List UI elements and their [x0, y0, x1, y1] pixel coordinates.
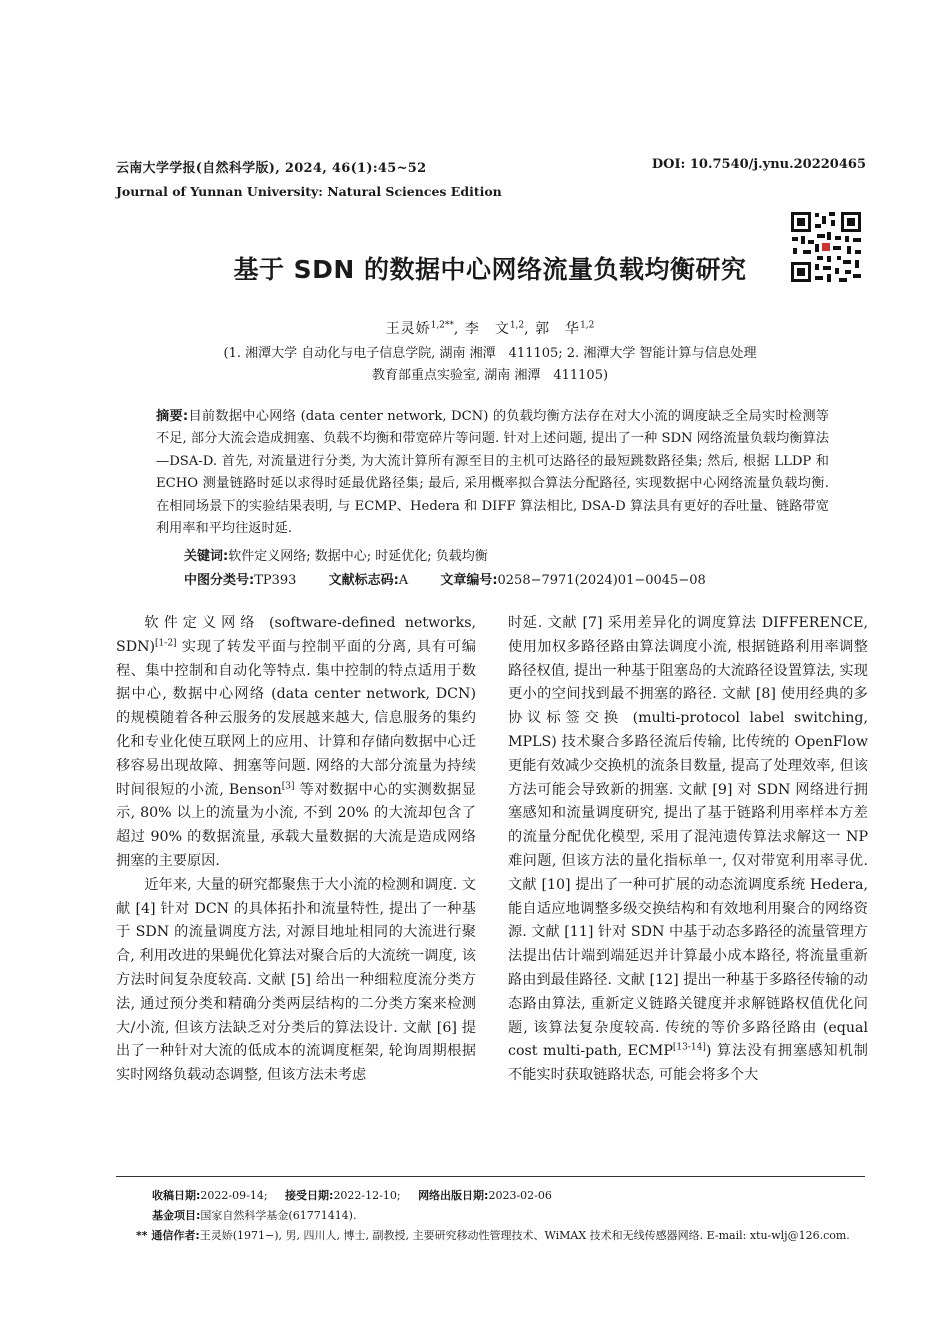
accepted-date: 2022-12-10; [333, 1189, 401, 1202]
author-list: 王灵娇$^{1,2**}$, 李 文$^{1,2}$, 郭 华$^{1,2}$ [385, 320, 595, 337]
keywords [184, 545, 488, 564]
doi: DOI: 10.7540/j.ynu.20220465 [651, 157, 866, 172]
journal-header-cn: 云南大学学报(自然科学版), 2024, 46(1):45~52 [116, 161, 427, 176]
clc-label: 中图分类号: [184, 573, 255, 588]
classification-line [184, 569, 706, 588]
body-text: 等对数据中心的实测数据显示, 80% 以上的流量为小流, 不到 20% 的大流却包含了超过 90% 的数据流量, 承载大量数据的大流是造成网络拥塞的主要原因. [116, 781, 476, 869]
fund-text: 国家自然科学基金(61771414). [200, 1209, 357, 1222]
article-number-label: 文章编号: [440, 573, 498, 588]
author-name: 郭 华 [535, 321, 581, 337]
fund-label: 基金项目: [152, 1209, 201, 1222]
published-date: 2023-02-06 [488, 1189, 552, 1202]
doc-code-value: A [398, 573, 409, 588]
affiliation-line: (1. 湘潭大学 自动化与电子信息学院, 湖南 湘潭 411105; 2. 湘潭大学 智能计算与信息处理 [223, 346, 757, 361]
body-paragraph [116, 612, 476, 874]
author-name: 王灵娇 [385, 321, 431, 337]
body-paragraph: 近年来, 大量的研究都聚焦于大小流的检测和调度. 文献 [4] 针对 DCN 的具体拓扑和流量特性, 提出了一种基于 SDN 的流量调度方法, 对源目地址相同的大流进行聚合, 利用改进的果蝇优化算法对聚合后的大流统一调度, 该方法时间复杂度较高. 文献 [5] 给出一种细粒度流分类方法, 通过预分类和精确分类两层结构的二分类方案来检测大/小流, 但该方法缺乏对分类后的算法设计. 文献 [6] 提出了一种针对大流的低成本的流调度框架, 轮询周期根据实时网络负载动态调整, 但该方法未考虑 [116, 876, 476, 1084]
author-affil-mark: 1,2** [430, 320, 454, 331]
doc-code-label: 文献标志码: [328, 573, 399, 588]
body-paragraph [508, 612, 868, 1088]
body-text: 实现了转发平面与控制平面的分离, 具有可编程、集中控制和自动化等特点. 集中控制的特点适用于数据中心, 数据中心网络 (data center network, DCN) 的规模随着各种云服务的发展越来越大, 信息服务的集约化和专业化使互联网上的应用、计算和存储向数据中心迁移容易出现故障、拥塞等问题. 网络的大部分流量为持续时间很短的小流, Benson [116, 638, 476, 798]
author-name: 李 文 [464, 321, 510, 337]
abstract [156, 406, 829, 540]
body-column-left [116, 612, 476, 1088]
footnotes [116, 1186, 876, 1246]
received-label: 收稿日期: [152, 1189, 201, 1202]
abstract-text: 目前数据中心网络 (data center network, DCN) 的负载均衡方法存在对大小流的调度缺乏全局实时检测等不足, 部分大流会造成拥塞、负载不均衡和带宽碎片等问题. 针对上述问题, 提出了一种 SDN 网络流量负载均衡算法—DSA-D. 首先, 对流量进行分类, 为大流计算所有源至目的主机可达路径的最短跳数路径集; 然后, 根据 LLDP 和 ECHO 测量链路时延以求得时延最优路径集; 最后, 采用概率拟合算法分配路径, 实现数据中心网络流量负载均衡. 在相同场景下的实验结果表明, 与 ECMP、Hedera 和 DIFF 算法相比, DSA-D 算法具有更好的吞吐量、链路带宽利用率和平均往返时延. [156, 409, 829, 537]
body-text: 时延. 文献 [7] 采用差异化的调度算法 DIFFERENCE, 使用加权多路径路由算法调度小流, 根据链路利用率调整路径权值, 提出一种基于阻塞岛的大流路径设置算法, 实现更小的空间找到最不拥塞的路径. 文献 [8] 使用经典的多协议标签交换 (multi-protocol label switching, MPLS) 技术聚合多路径流后传输, 比传统的 OpenFlow 更能有效减少交换机的流条目数量, 提高了处理效率, 但该方法可能会导致新的拥塞. 文献 [9] 对 SDN 网络进行拥塞感知和流量调度研究, 提出了基于链路利用率样本方差的流量分配优化模型, 采用了混沌遗传算法求解这一 NP 难问题, 但该方法的量化指标单一, 仅对带宽利用率寻优. 文献 [10] 提出了一种可扩展的动态流调度系统 Hedera, 能自适应地调整多级交换结构和有效地利用聚合的网络资源. 文献 [11] 针对 SDN 中基于动态多路径的流量管理方法提出估计端到端延迟并计算最小成本路径, 将流量重新路由到最佳路径. 文献 [12] 提出一种基于多路径传输的动态路由算法, 重新定义链路关键度并求解链路权值优化问题, 该算法复杂度较高. 传统的等价多路径路由 (equal cost multi-path, ECMP [508, 615, 868, 1060]
keywords-text: 软件定义网络; 数据中心; 时延优化; 负载均衡 [228, 549, 488, 564]
body-column-right [508, 612, 868, 1088]
author-affil-mark: 1,2 [509, 320, 525, 331]
corresponding-text: 王灵娇(1971−), 男, 四川人, 博士, 副教授, 主要研究移动性管理技术、WiMAX 技术和无线传感器网络. E-mail: xtu-wlj@126.com. [199, 1229, 850, 1242]
corresponding-label: ** 通信作者: [136, 1229, 200, 1242]
affiliations [160, 343, 820, 387]
corresponding-author-line [116, 1226, 876, 1246]
footnote-divider [116, 1176, 865, 1177]
author-affil-mark: 1,2 [580, 320, 595, 331]
article-number-value: 0258−7971(2024)01−0045−08 [497, 573, 706, 588]
citation-ref[interactable]: [3] [281, 780, 295, 791]
clc-value: TP393 [254, 573, 297, 588]
abstract-label: 摘要: [156, 409, 189, 424]
citation-ref[interactable]: [1-2] [155, 638, 177, 649]
published-label: 网络出版日期: [418, 1189, 489, 1202]
keywords-label: 关键词: [184, 549, 229, 564]
dates-line [116, 1186, 876, 1206]
fund-line [116, 1206, 876, 1226]
journal-header-en: Journal of Yunnan University: Natural Sciences Edition [116, 184, 502, 199]
citation-ref[interactable]: [13-14] [672, 1042, 706, 1053]
affiliation-line: 教育部重点实验室, 湖南 湘潭 411105) [371, 368, 609, 383]
body-text: 软件定义网络 (software-defined networks, SDN) [116, 615, 476, 655]
accepted-label: 接受日期: [285, 1189, 334, 1202]
paper-title: 基于 SDN 的数据中心网络流量负载均衡研究 [233, 255, 747, 284]
body-text: ) 算法没有拥塞感知机制不能实时获取链路状态, 可能会将多个大 [508, 1043, 868, 1084]
received-date: 2022-09-14; [200, 1189, 268, 1202]
